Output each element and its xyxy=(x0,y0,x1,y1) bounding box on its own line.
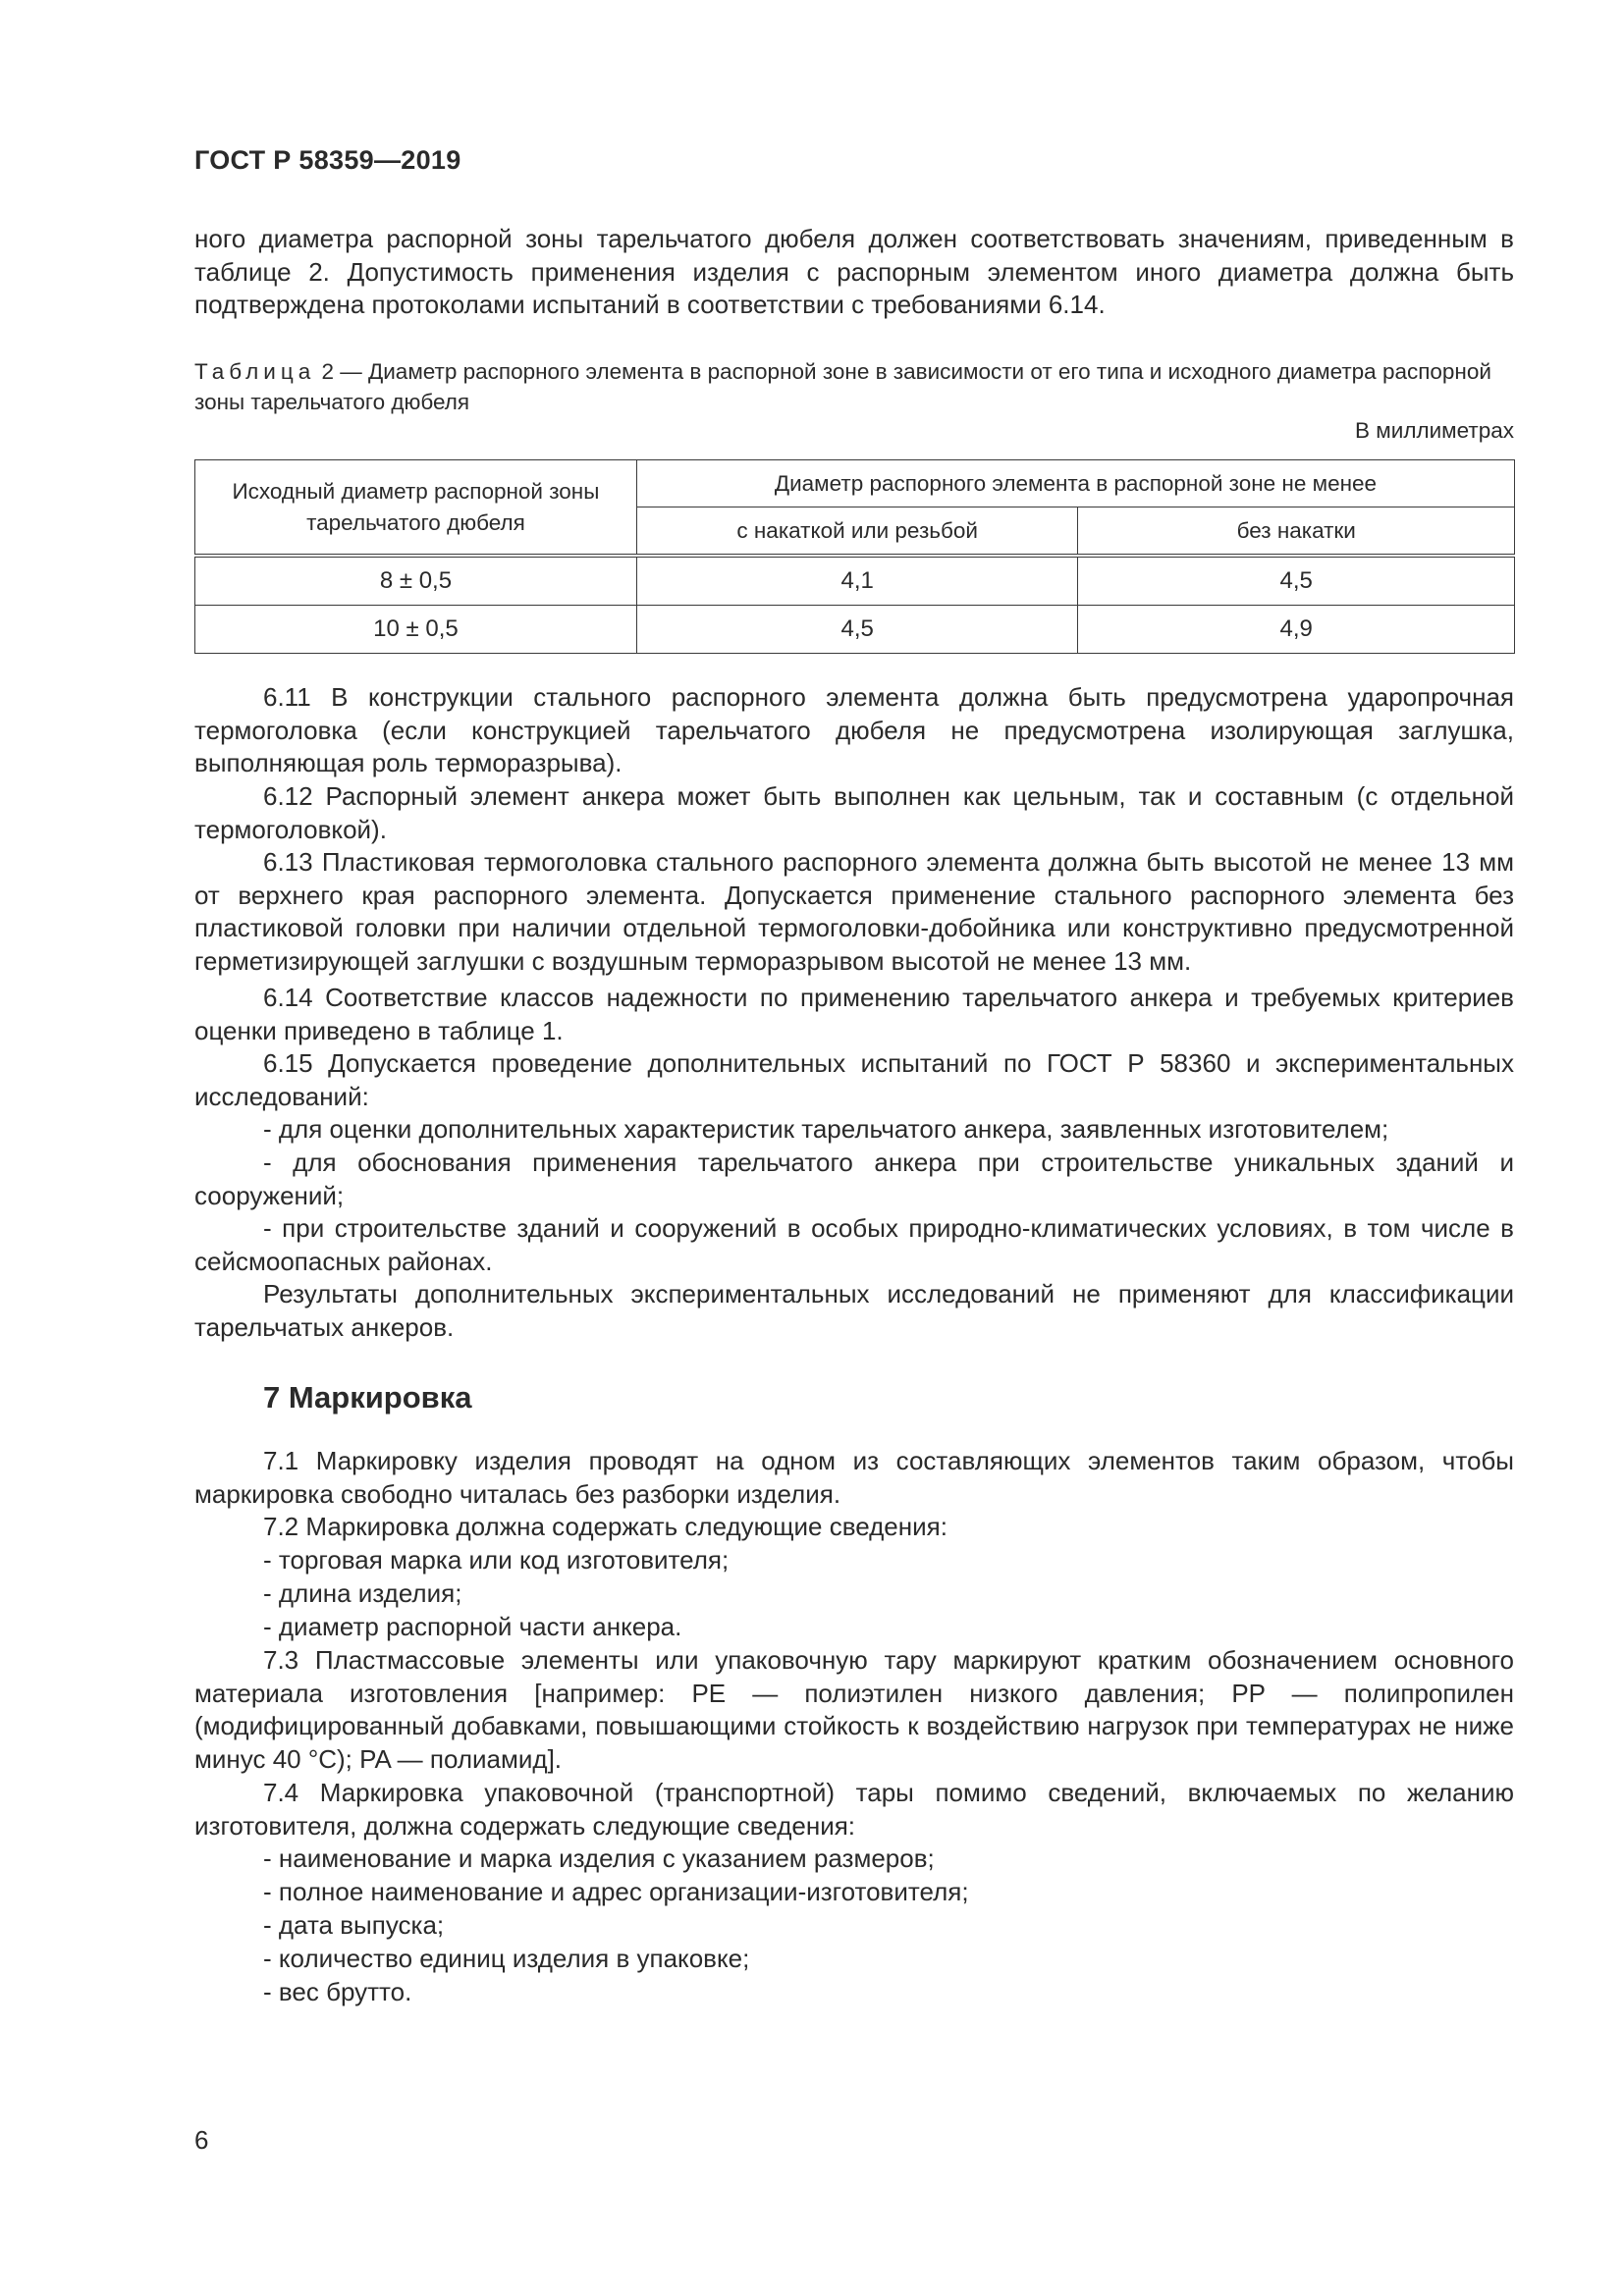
table-header-with-knurl: с накаткой или резьбой xyxy=(636,507,1078,557)
intro-paragraph: ного диаметра распорной зоны тарельчатого дюбеля должен соответствовать значениям, приведенным в таблице 2. Допустимость применения изделия с распорным элементом иного диаметра должна быть подтверждена протоколами испытаний в соответствии с требованиями 6.14. xyxy=(194,224,1514,319)
list-item: - вес брутто. xyxy=(263,1977,412,2006)
table-caption-word: Таблица xyxy=(194,359,316,384)
table-cell-with-knurl: 4,5 xyxy=(636,606,1078,654)
paragraph-6-11: 6.11 В конструкции стального распорного элемента должна быть предусмотрена ударопрочная термоголовка (если конструкцией тарельчатого дюбеля не предусмотрена изолирующая заглушка, выполняющая роль терморазрыва). xyxy=(194,682,1514,777)
table-cell-without-knurl: 4,5 xyxy=(1078,556,1515,606)
paragraph-6-14: 6.14 Соответствие классов надежности по применению тарельчатого анкера и требуемых критериев оценки приведено в таблице 1. xyxy=(194,983,1514,1045)
paragraph-7-4: 7.4 Маркировка упаковочной (транспортной) тары помимо сведений, включаемых по желанию изготовителя, должна содержать следующие сведения: xyxy=(194,1778,1514,1841)
table-2 xyxy=(194,459,1515,654)
paragraph-6-13: 6.13 Пластиковая термоголовка стального распорного элемента должна быть высотой не менее 13 мм от верхнего края распорного элемента. Допускается применение стального распорного элемента без пластиковой головки при наличии отдельной термоголовки-добойника или конструктивно предусмотренной герметизирующей заглушки с воздушным терморазрывом высотой не менее 13 мм. xyxy=(194,847,1514,976)
list-item: - при строительстве зданий и сооружений в особых природно-климатических условиях, в том числе в сейсмоопасных районах. xyxy=(194,1213,1514,1276)
table-header-initial-diameter: Исходный диаметр распорной зоны тарельчатого дюбеля xyxy=(195,460,637,557)
list-item: - для оценки дополнительных характеристик тарельчатого анкера, заявленных изготовителем; xyxy=(263,1114,1389,1144)
document-header: ГОСТ Р 58359—2019 xyxy=(194,145,461,175)
list-item: - наименование и марка изделия с указанием размеров; xyxy=(263,1843,935,1873)
paragraph-7-3: 7.3 Пластмассовые элементы или упаковочную тару маркируют кратким обозначением основного материала изготовления [например: PE — полиэтилен низкого давления; PP — полипропилен (модифицированный добавками, повышающими стойкость к воздействию нагрузок при температурах не ниже минус 40 °C); PA — полиамид]. xyxy=(194,1645,1514,1774)
table-units: В миллиметрах xyxy=(1355,418,1514,443)
table-cell-without-knurl: 4,9 xyxy=(1078,606,1515,654)
paragraph-7-1: 7.1 Маркировку изделия проводят на одном из составляющих элементов таким образом, чтобы маркировка свободно читалась без разборки изделия. xyxy=(194,1446,1514,1509)
paragraph-6-12: 6.12 Распорный элемент анкера может быть выполнен как цельным, так и составным (с отдельной термоголовкой). xyxy=(194,781,1514,844)
list-item: - длина изделия; xyxy=(263,1578,462,1608)
page-number: 6 xyxy=(194,2125,209,2155)
list-item: - диаметр распорной части анкера. xyxy=(263,1612,682,1641)
list-item: - полное наименование и адрес организации-изготовителя; xyxy=(263,1877,969,1906)
paragraph-6-15: 6.15 Допускается проведение дополнительных испытаний по ГОСТ Р 58360 и экспериментальных исследований: xyxy=(194,1048,1514,1111)
table-cell-diameter: 8 ± 0,5 xyxy=(195,556,637,606)
table-caption xyxy=(194,356,1514,417)
table-header-without-knurl: без накатки xyxy=(1078,507,1515,557)
table-cell-with-knurl: 4,1 xyxy=(636,556,1078,606)
list-item: - торговая марка или код изготовителя; xyxy=(263,1545,730,1575)
list-item: - количество единиц изделия в упаковке; xyxy=(263,1944,750,1973)
table-row xyxy=(195,556,1515,606)
table-header-group: Диаметр распорного элемента в распорной зоне не менее xyxy=(636,460,1514,507)
list-item: - дата выпуска; xyxy=(263,1910,445,1940)
table-cell-diameter: 10 ± 0,5 xyxy=(195,606,637,654)
table-row xyxy=(195,606,1515,654)
table-caption-text: 2 — Диаметр распорного элемента в распорной зоне в зависимости от его типа и исходного диаметра распорной зоны тарельчатого дюбеля xyxy=(194,359,1491,414)
section-7-title: 7 Маркировка xyxy=(263,1380,472,1415)
paragraph-7-2: 7.2 Маркировка должна содержать следующие сведения: xyxy=(263,1512,947,1541)
paragraph-6-15-result: Результаты дополнительных экспериментальных исследований не применяют для классификации тарельчатых анкеров. xyxy=(194,1279,1514,1342)
list-item: - для обоснования применения тарельчатого анкера при строительстве уникальных зданий и сооружений; xyxy=(194,1148,1514,1210)
